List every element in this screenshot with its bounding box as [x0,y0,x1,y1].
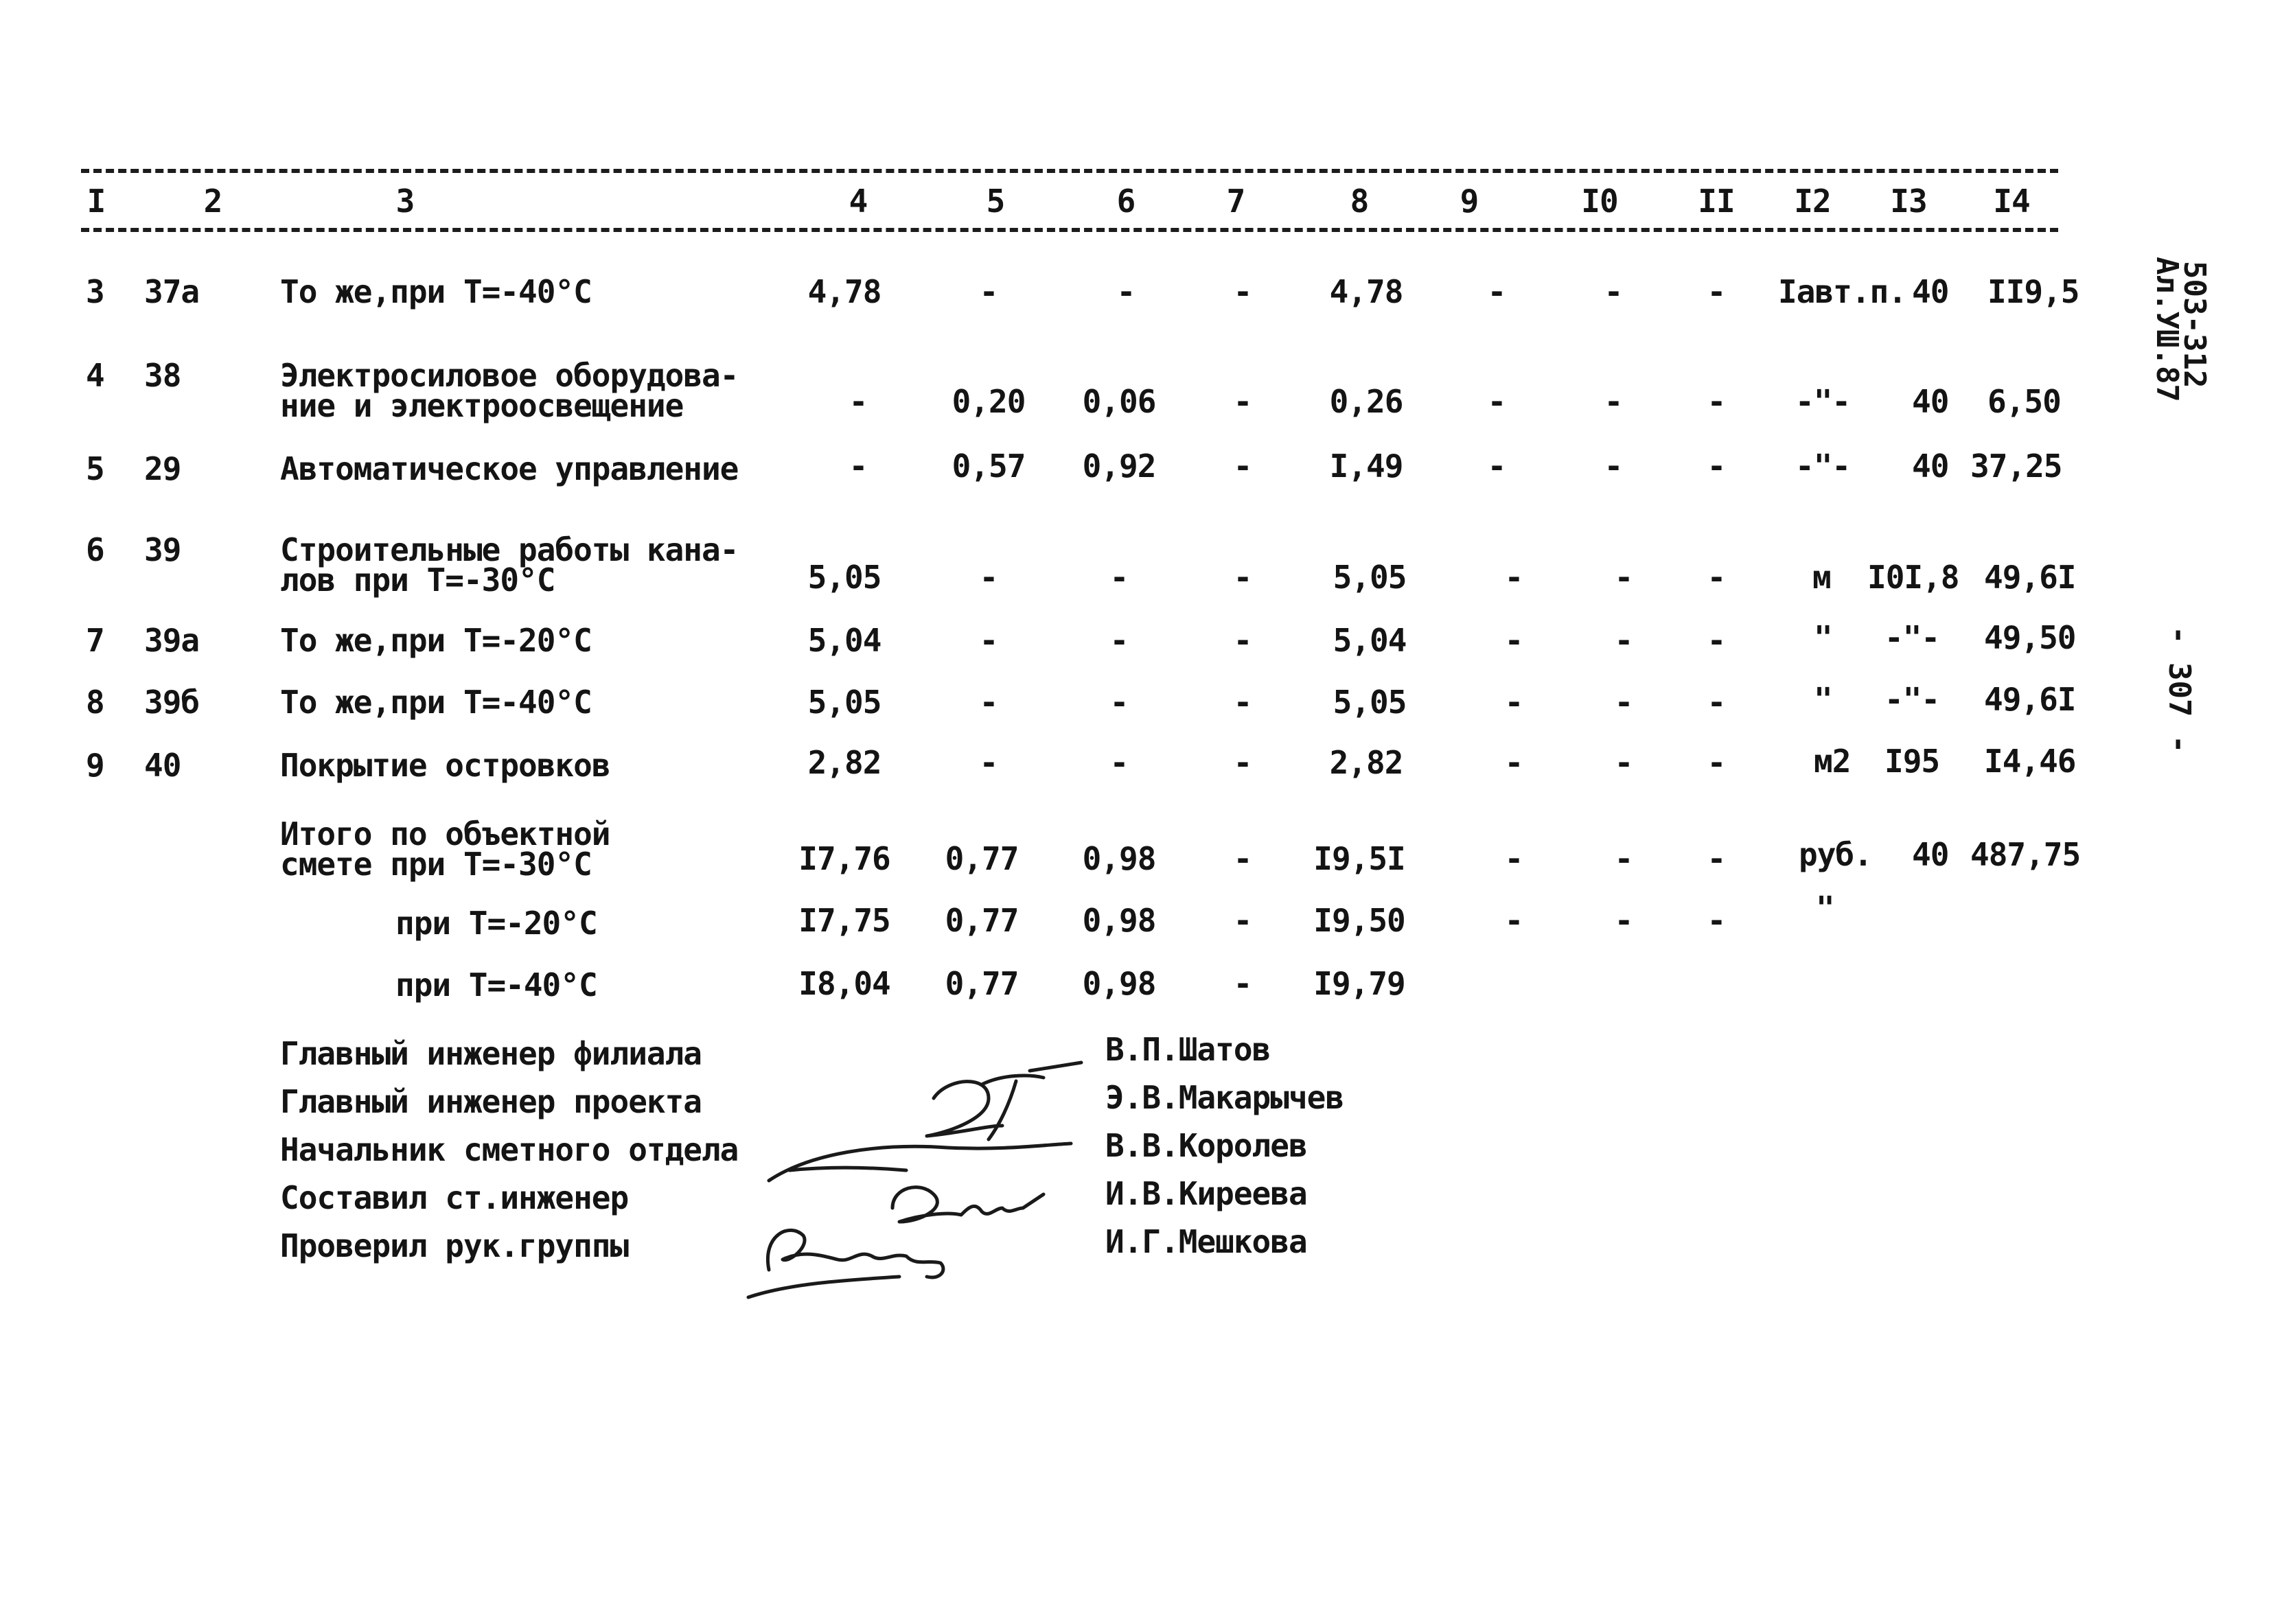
col-header-3: 3 [395,183,415,220]
signature-position: Проверил рук.группы [280,1227,629,1264]
col-header-1: I [87,183,106,220]
cell-12: -"- [1795,383,1851,420]
signature-position: Главный инженер филиала [280,1035,702,1072]
cell-8: 5,05 [1333,559,1407,596]
row-code: 39б [144,684,200,721]
row-number: 3 [86,273,104,310]
cell-8: 2,82 [1329,744,1403,781]
cell-9: - [1504,684,1523,721]
cell-13: I95 [1884,743,1940,780]
row-name: То же,при Т=-40°С [280,684,592,721]
cell-8: 4,78 [1329,273,1403,310]
row-number: 5 [86,450,104,487]
cell-6: - [1109,559,1129,596]
col-header-12: I2 [1794,183,1831,220]
cell-7: - [1233,383,1252,420]
col-header-4: 4 [849,183,868,220]
row-name: То же,при Т=-20°С [280,622,592,659]
col-header-8: 8 [1350,183,1369,220]
cell-11: - [1707,684,1726,721]
cell-12: м2 [1814,743,1851,780]
signature-person: И.В.Киреева [1105,1175,1307,1212]
cell-12: руб. [1799,836,1872,873]
cell-5: 0,77 [945,965,1019,1002]
row-code: 29 [144,450,181,487]
row-code: 40 [144,747,181,784]
cell-10: - [1604,448,1623,485]
cell-9: - [1487,383,1506,420]
cell-7: - [1233,965,1252,1002]
signature-person: В.П.Шатов [1105,1031,1271,1068]
cell-14: 6,50 [1987,383,2061,420]
cell-9: - [1504,622,1523,659]
cell-9: - [1504,559,1523,596]
cell-4: 5,04 [807,622,881,659]
cell-8: 0,26 [1329,383,1403,420]
cell-6: 0,98 [1082,840,1156,877]
cell-5: 0,20 [952,383,1026,420]
cell-12: м [1812,559,1831,596]
cell-6: - [1116,273,1136,310]
cell-7: - [1233,273,1252,310]
row-code: 37a [144,273,200,310]
side-album: Ал.УШ.87 [2149,257,2184,402]
cell-4: I7,75 [798,902,890,939]
cell-5: 0,77 [945,902,1019,939]
row-number: 7 [86,622,104,659]
cell-7: - [1233,448,1252,485]
cell-13: 40 [1912,836,1949,873]
signature-person: Э.В.Макарычев [1105,1079,1344,1116]
cell-5: - [979,744,998,781]
cell-8: I,49 [1329,448,1403,485]
cell-14: 37,25 [1970,448,2062,485]
cell-7: - [1233,840,1252,877]
cell-14: 49,6I [1984,681,2076,718]
cell-14: 49,6I [1984,559,2076,596]
signature-person: В.В.Королев [1105,1127,1307,1164]
cell-4: 5,05 [807,684,881,721]
col-header-7: 7 [1226,183,1245,220]
cell-14: II9,5 [1987,273,2079,310]
cell-7: - [1233,559,1252,596]
col-header-2: 2 [203,183,222,220]
cell-6: 0,98 [1082,902,1156,939]
signature-person: И.Г.Мешкова [1105,1223,1307,1260]
row-code: 39 [144,531,181,568]
cell-7: - [1233,622,1252,659]
cell-10: - [1614,622,1633,659]
cell-4: 4,78 [807,273,881,310]
cell-10: - [1614,559,1633,596]
row-number: 4 [86,357,104,394]
cell-5: 0,57 [952,448,1026,485]
cell-12: " [1816,890,1834,927]
cell-10: - [1614,684,1633,721]
cell-13: 40 [1912,448,1949,485]
cell-10: - [1614,840,1633,877]
cell-12: -"- [1795,448,1851,485]
cell-12: " [1814,619,1832,656]
total-name-line-1: Итого по объектной [280,815,610,852]
cell-6: - [1109,744,1129,781]
row-number: 6 [86,531,104,568]
row-name-line-1: Электросиловое оборудова- [280,357,739,394]
cell-5: 0,77 [945,840,1019,877]
cell-7: - [1233,744,1252,781]
cell-6: 0,98 [1082,965,1156,1002]
cell-11: - [1707,448,1726,485]
cell-5: - [979,273,998,310]
cell-8: I9,50 [1313,902,1405,939]
row-name-line-2: лов при Т=-30°С [280,561,555,599]
col-header-14: I4 [1993,183,2030,220]
cell-4: 2,82 [807,744,881,781]
row-name: Автоматическое управление [280,450,739,487]
cell-8: 5,04 [1333,622,1407,659]
row-number: 8 [86,684,104,721]
cell-12: Iавт.п. [1778,273,1906,310]
cell-11: - [1707,273,1726,310]
cell-4: - [849,448,868,485]
col-header-13: I3 [1890,183,1927,220]
col-header-9: 9 [1460,183,1479,220]
cell-4: I8,04 [798,965,890,1002]
col-header-10: I0 [1581,183,1618,220]
cell-6: - [1109,684,1129,721]
page-number: - 307 - [2162,626,2197,754]
side-doc-number: 503-312 [2177,261,2212,388]
row-name-line-1: Строительные работы кана- [280,531,739,568]
cell-13: I0I,8 [1867,559,1959,596]
cell-5: - [979,622,998,659]
cell-8: I9,79 [1313,965,1405,1002]
row-name: То же,при Т=-40°С [280,273,592,310]
cell-13: -"- [1884,681,1940,718]
total-name: при Т=-20°С [395,905,597,942]
signature-position: Начальник сметного отдела [280,1131,739,1168]
cell-9: - [1487,273,1506,310]
cell-11: - [1707,744,1726,781]
col-header-6: 6 [1116,183,1136,220]
cell-6: 0,92 [1082,448,1156,485]
cell-14: I4,46 [1984,743,2076,780]
cell-11: - [1707,383,1726,420]
cell-7: - [1233,684,1252,721]
row-code: 38 [144,357,181,394]
cell-5: - [979,684,998,721]
signature-position: Главный инженер проекта [280,1083,702,1120]
row-name: Покрытие островков [280,747,610,784]
cell-11: - [1707,622,1726,659]
row-name-line-2: ние и электроосвещение [280,387,684,424]
cell-10: - [1614,744,1633,781]
total-name-line-2: смете при Т=-30°С [280,846,592,883]
col-header-5: 5 [986,183,1005,220]
cell-6: - [1109,622,1129,659]
cell-10: - [1604,273,1623,310]
cell-10: - [1604,383,1623,420]
cell-13: 40 [1912,383,1949,420]
cell-11: - [1707,840,1726,877]
cell-13: 40 [1912,273,1949,310]
cell-10: - [1614,902,1633,939]
cell-14: 49,50 [1984,619,2076,656]
cell-13: -"- [1884,619,1940,656]
cell-12: " [1814,681,1832,718]
cell-8: 5,05 [1333,684,1407,721]
cell-9: - [1504,840,1523,877]
cell-4: I7,76 [798,840,890,877]
cell-5: - [979,559,998,596]
cell-14: 487,75 [1970,836,2081,873]
cell-11: - [1707,559,1726,596]
cell-11: - [1707,902,1726,939]
cell-7: - [1233,902,1252,939]
cell-6: 0,06 [1082,383,1156,420]
cell-9: - [1504,902,1523,939]
cell-4: - [849,383,868,420]
row-number: 9 [86,747,104,784]
cell-9: - [1487,448,1506,485]
cell-4: 5,05 [807,559,881,596]
total-name: при Т=-40°С [395,966,597,1004]
row-code: 39a [144,622,200,659]
signature-position: Составил ст.инженер [280,1179,629,1216]
cell-9: - [1504,744,1523,781]
col-header-11: II [1698,183,1735,220]
cell-8: I9,5I [1313,840,1405,877]
